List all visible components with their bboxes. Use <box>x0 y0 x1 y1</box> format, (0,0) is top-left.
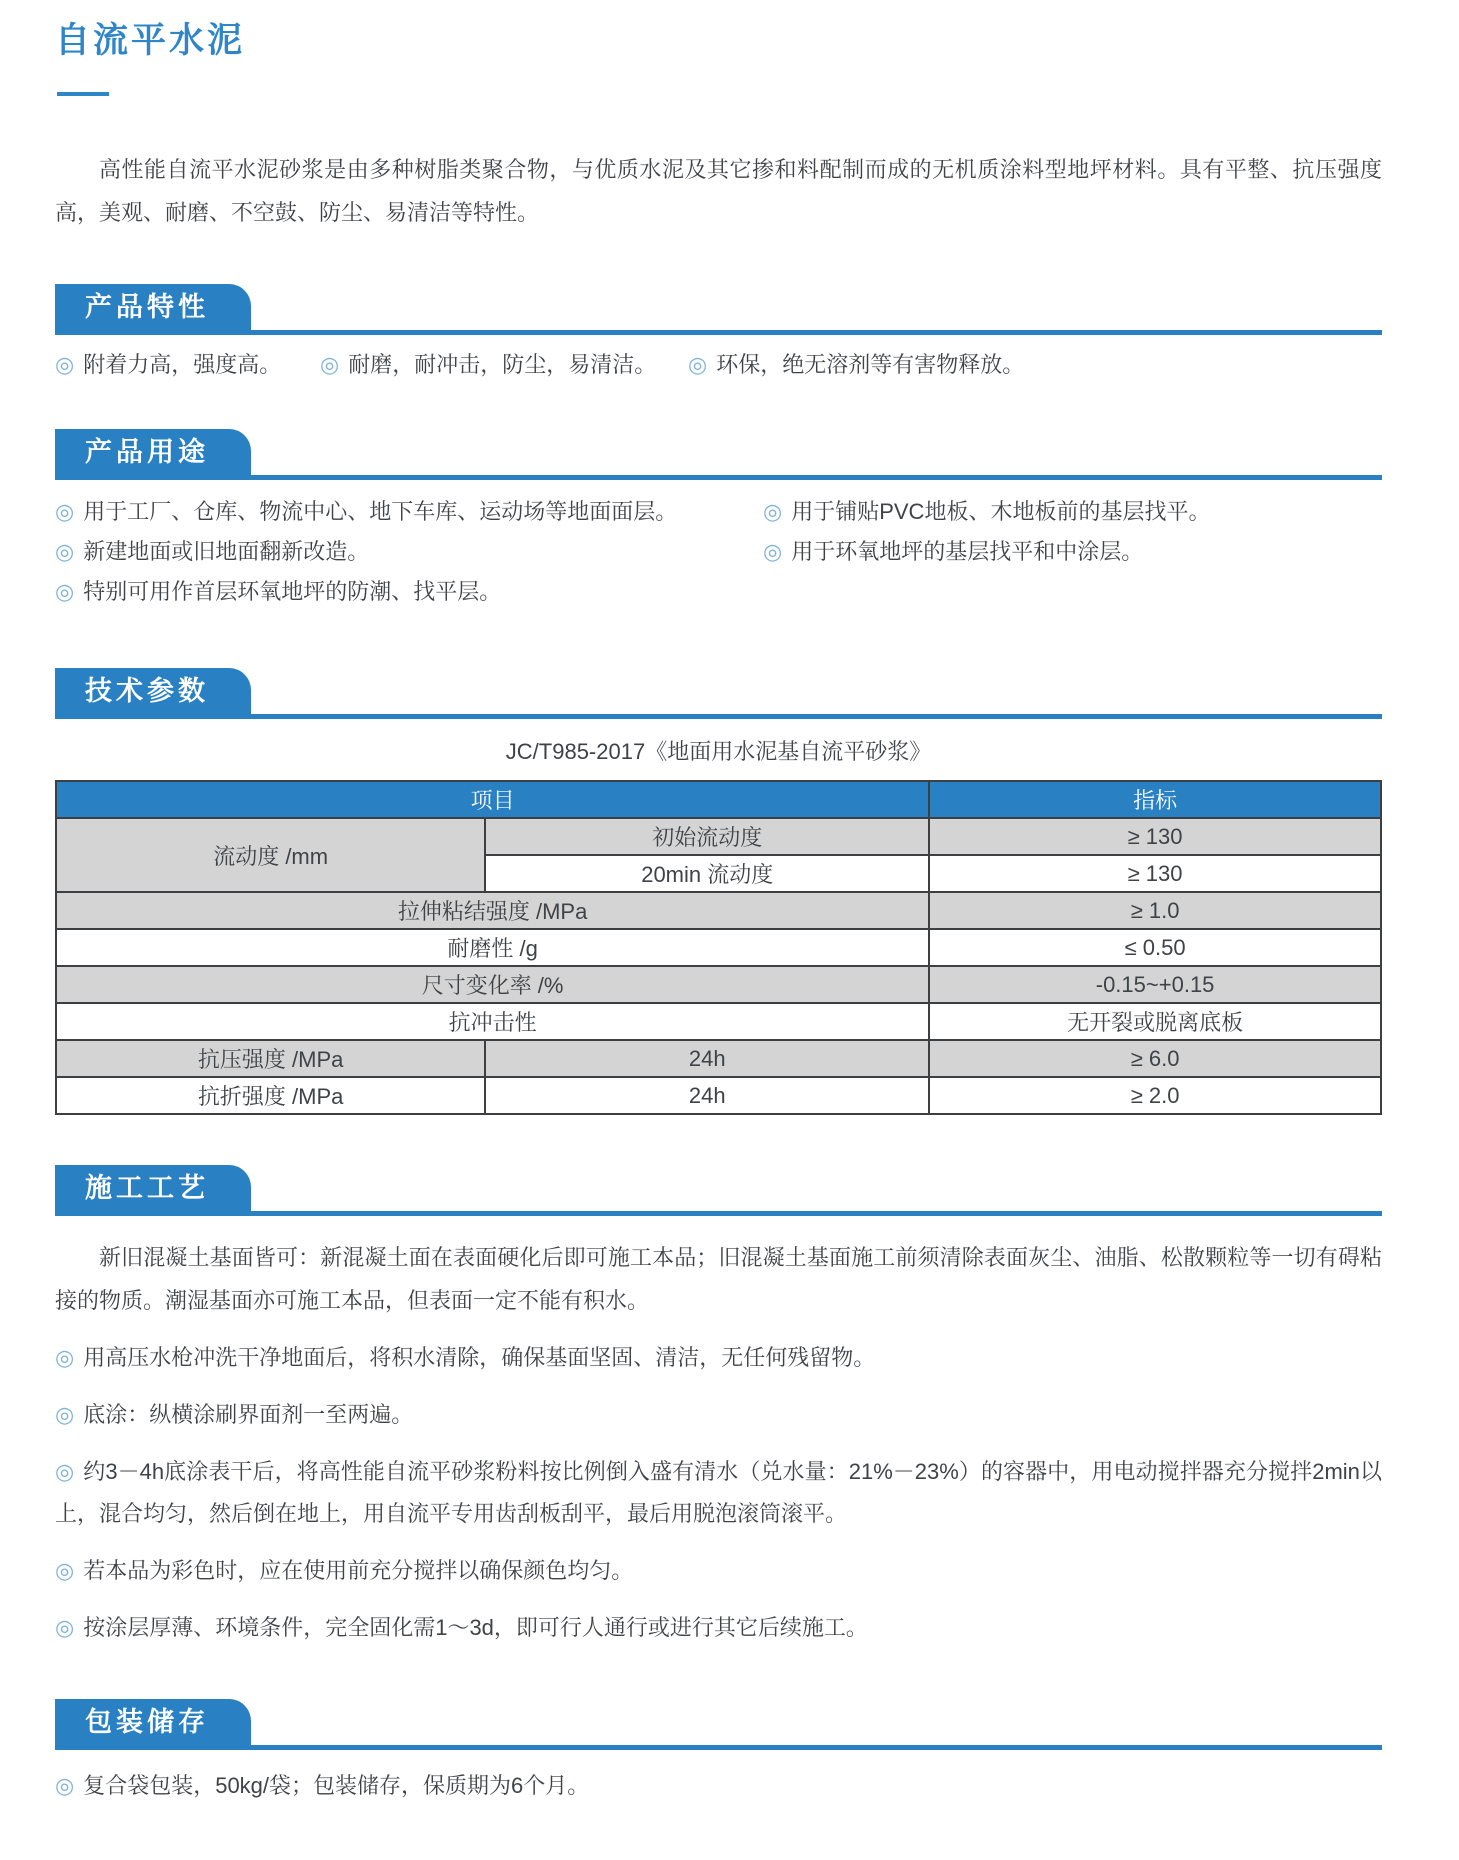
use-item <box>55 578 763 606</box>
packaging-item <box>55 1772 1382 1800</box>
double-circle-bullet-icon: ◎ <box>55 539 75 564</box>
section-specs <box>55 668 1382 1115</box>
table-cell: 耐磨性 /g <box>56 929 929 966</box>
feature-item-text: 耐磨，耐冲击，防尘，易清洁。 <box>348 352 657 377</box>
table-cell: -0.15~+0.15 <box>929 966 1381 1003</box>
use-item-text: 用于环氧地坪的基层找平和中涂层。 <box>791 539 1144 564</box>
feature-item <box>688 351 1024 379</box>
table-cell: ≤ 0.50 <box>929 929 1381 966</box>
section-features <box>55 284 1382 379</box>
table-cell: ≥ 6.0 <box>929 1040 1381 1077</box>
use-item <box>55 538 763 566</box>
use-item-text: 特别可用作首层环氧地坪的防潮、找平层。 <box>83 579 502 604</box>
features-heading: 产品特性 <box>55 284 251 330</box>
table-cell: ≥ 2.0 <box>929 1077 1381 1114</box>
table-cell: 初始流动度 <box>485 818 929 855</box>
table-row <box>56 1077 1381 1114</box>
specs-col-header-item: 项目 <box>56 781 929 818</box>
features-header-rule <box>55 284 1382 335</box>
use-item <box>55 498 763 526</box>
table-cell: ≥ 1.0 <box>929 892 1381 929</box>
process-heading: 施工工艺 <box>55 1165 251 1211</box>
table-cell: 抗压强度 /MPa <box>56 1040 485 1077</box>
use-item-text: 用于铺贴PVC地板、木地板前的基层找平。 <box>791 499 1211 524</box>
title-underline <box>57 92 109 96</box>
feature-item <box>55 351 320 379</box>
use-item-text: 新建地面或旧地面翻新改造。 <box>83 539 370 564</box>
specs-table <box>55 780 1382 1115</box>
uses-list <box>55 498 1382 618</box>
page-title: 自流平水泥 <box>55 21 246 60</box>
uses-left-column <box>55 498 763 618</box>
specs-col-header-indicator: 指标 <box>929 781 1381 818</box>
table-row <box>56 966 1381 1003</box>
packaging-heading: 包装储存 <box>55 1699 251 1745</box>
use-item-text: 用于工厂、仓库、物流中心、地下车库、运动场等地面面层。 <box>83 499 678 524</box>
feature-item-text: 附着力高，强度高。 <box>83 352 282 377</box>
specs-heading: 技术参数 <box>55 668 251 714</box>
process-step <box>55 1451 1382 1535</box>
double-circle-bullet-icon: ◎ <box>55 1615 75 1640</box>
double-circle-bullet-icon: ◎ <box>55 499 75 524</box>
table-cell: 尺寸变化率 /% <box>56 966 929 1003</box>
table-cell: 24h <box>485 1040 929 1077</box>
packaging-item-text: 复合袋包装，50kg/袋；包装储存，保质期为6个月。 <box>83 1773 590 1798</box>
table-cell: ≥ 130 <box>929 818 1381 855</box>
table-cell: 无开裂或脱离底板 <box>929 1003 1381 1040</box>
double-circle-bullet-icon: ◎ <box>55 352 75 377</box>
specs-header-rule <box>55 668 1382 719</box>
process-header-rule <box>55 1165 1382 1216</box>
uses-heading: 产品用途 <box>55 429 251 475</box>
process-step-text: 约3－4h底涂表干后，将高性能自流平砂浆粉料按比例倒入盛有清水（兑水量：21%－23%）的容器中，用电动搅拌器充分搅拌2min以上，混合均匀，然后倒在地上，用自流平专用齿刮板刮平，最后用脱泡滚筒滚平。 <box>55 1459 1382 1526</box>
process-step <box>55 1607 1382 1649</box>
use-item <box>763 538 1382 566</box>
intro-paragraph: 高性能自流平水泥砂浆是由多种树脂类聚合物，与优质水泥及其它掺和料配制而成的无机质涂料型地坪材料。具有平整、抗压强度高，美观、耐磨、不空鼓、防尘、易清洁等特性。 <box>55 157 1382 225</box>
table-row <box>56 1003 1381 1040</box>
section-packaging <box>55 1699 1382 1800</box>
double-circle-bullet-icon: ◎ <box>55 1773 75 1798</box>
process-step-text: 若本品为彩色时，应在使用前充分搅拌以确保颜色均匀。 <box>83 1558 634 1583</box>
table-row <box>56 818 1381 855</box>
table-cell: 抗折强度 /MPa <box>56 1077 485 1114</box>
specs-table-header-row <box>56 781 1381 818</box>
use-item <box>763 498 1382 526</box>
double-circle-bullet-icon: ◎ <box>763 539 783 564</box>
double-circle-bullet-icon: ◎ <box>763 499 783 524</box>
double-circle-bullet-icon: ◎ <box>320 352 340 377</box>
table-cell: 24h <box>485 1077 929 1114</box>
table-cell: 流动度 /mm <box>56 818 485 892</box>
feature-item <box>320 351 688 379</box>
double-circle-bullet-icon: ◎ <box>55 1558 75 1583</box>
section-process <box>55 1165 1382 1649</box>
double-circle-bullet-icon: ◎ <box>55 579 75 604</box>
packaging-header-rule <box>55 1699 1382 1750</box>
process-step <box>55 1394 1382 1436</box>
process-step-text: 用高压水枪冲洗干净地面后，将积水清除，确保基面坚固、清洁，无任何残留物。 <box>83 1345 876 1370</box>
features-list <box>55 351 1382 379</box>
process-step-text: 底涂：纵横涂刷界面剂一至两遍。 <box>83 1402 414 1427</box>
double-circle-bullet-icon: ◎ <box>688 352 708 377</box>
section-uses <box>55 429 1382 618</box>
specs-standard-caption: JC/T985-2017《地面用水泥基自流平砂浆》 <box>505 739 932 764</box>
table-cell: 20min 流动度 <box>485 855 929 892</box>
table-row <box>56 929 1381 966</box>
double-circle-bullet-icon: ◎ <box>55 1345 75 1370</box>
uses-right-column <box>763 498 1382 618</box>
process-step <box>55 1337 1382 1379</box>
table-cell: 抗冲击性 <box>56 1003 929 1040</box>
table-cell: ≥ 130 <box>929 855 1381 892</box>
table-row <box>56 1040 1381 1077</box>
process-step <box>55 1550 1382 1592</box>
double-circle-bullet-icon: ◎ <box>55 1459 75 1484</box>
table-cell: 拉伸粘结强度 /MPa <box>56 892 929 929</box>
table-row <box>56 892 1381 929</box>
process-paragraph: 新旧混凝土基面皆可：新混凝土面在表面硬化后即可施工本品；旧混凝土基面施工前须清除表面灰尘、油脂、松散颗粒等一切有碍粘接的物质。潮湿基面亦可施工本品，但表面一定不能有积水。 <box>55 1245 1382 1313</box>
uses-header-rule <box>55 429 1382 480</box>
process-step-text: 按涂层厚薄、环境条件，完全固化需1～3d，即可行人通行或进行其它后续施工。 <box>83 1615 868 1640</box>
double-circle-bullet-icon: ◎ <box>55 1402 75 1427</box>
feature-item-text: 环保，绝无溶剂等有害物释放。 <box>716 352 1025 377</box>
